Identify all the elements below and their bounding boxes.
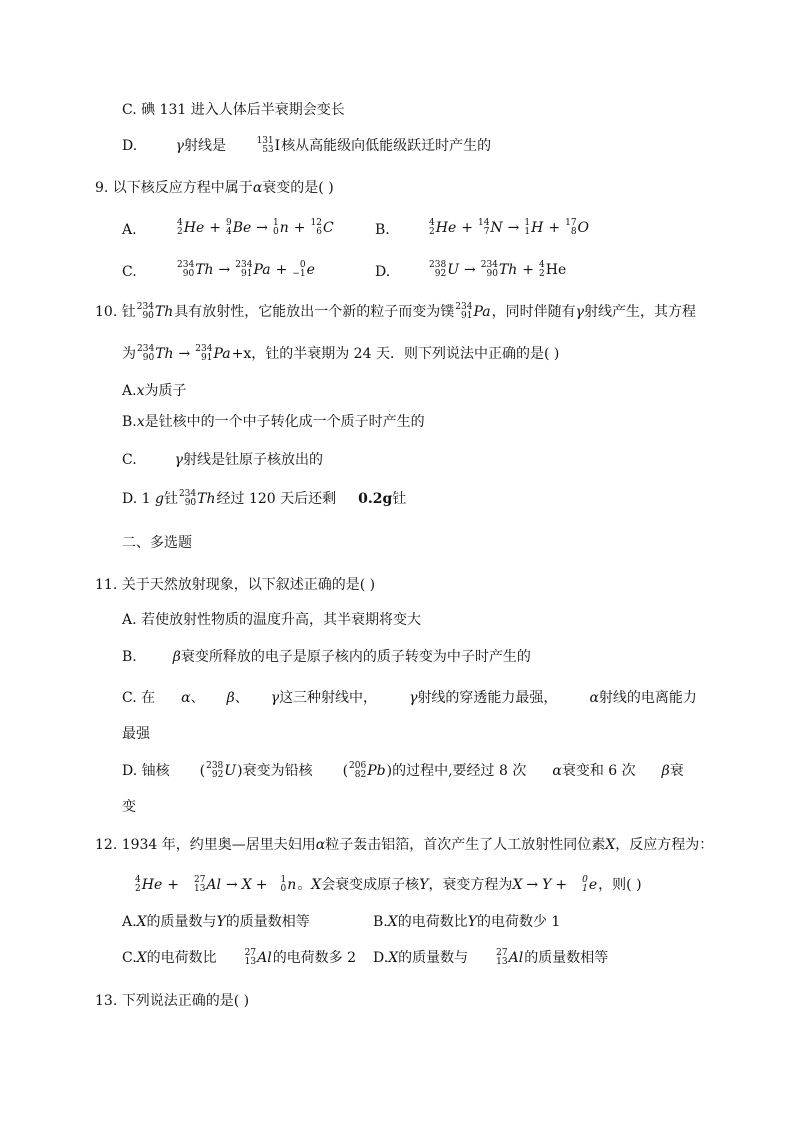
- nuclide-n: 14 7 N: [477, 218, 503, 237]
- q9-equation-c: [176, 261, 316, 279]
- nuclide-he: 4 2 He: [539, 260, 567, 279]
- nuclide-pa234: 234 91 Pa: [455, 302, 491, 321]
- nuclide-al27: 27 13 Al: [193, 875, 222, 894]
- q10-stem-line1: 10. 钍 234 90 Th 具有放射性，它能放出一个新的粒子而变为镤 234 91 Pa ，同时伴随有γ射线产生，其方程: [95, 302, 696, 321]
- nuclide-n: 1 0 n: [273, 218, 289, 237]
- q12-option-a: A.X的质量数与Y的质量数相等: [122, 914, 310, 930]
- q9-equation-b: [428, 219, 590, 237]
- alpha-symbol: α: [252, 180, 263, 196]
- q12-stem-line1: 12. 1934 年，约里奥—居里夫妇用α粒子轰击铝箔，首次产生了人工放射性同位素X，反应方程为：: [95, 837, 714, 853]
- q10-stem-line2: 为 234 90 Th → 234 91 Pa +x，钍的半衰期为 24 天．则下列说法中正确的是( ): [122, 344, 560, 363]
- q9-option-a: A.: [122, 222, 137, 238]
- q10-option-a: A.x为质子: [122, 383, 187, 399]
- nuclide-th234: 234 90 Th: [137, 344, 174, 363]
- q9-option-d: D.: [375, 264, 391, 280]
- nuclide-al27: 27 13 Al: [244, 948, 272, 967]
- q11-option-b: B. β衰变所释放的电子是原子核内的质子转变为中子时产生的: [122, 649, 531, 665]
- q11-option-d-line1: D. 铀核 ( 238 92 U )衰变为铅核 ( 206 82 Pb )的过程中,要经过 8 次 α衰变和 6 次 β衰: [122, 761, 684, 780]
- nuclide-u: 238 92 U: [429, 260, 459, 279]
- q12-stem-line2: 4 2 He + 27 13 Al → X + 1 0 n 。X会衰变成原子核Y，衰变方程为X → Y + 0 1 e ，则( ): [135, 875, 642, 894]
- plus-operator: +: [461, 220, 473, 236]
- gamma-symbol: γ: [175, 138, 185, 154]
- q12-option-c: C.X的电荷数比 27 13 Al 的电荷数多 2: [122, 948, 357, 967]
- section-heading: 二、多选题: [122, 535, 192, 551]
- nuclide-he4: 4 2 He: [135, 875, 163, 894]
- text: 射线是: [184, 138, 227, 154]
- nuclide-h: 1 1 H: [524, 218, 544, 237]
- q12-option-d: D.X的质量数与 27 13 Al 的质量数相等: [373, 948, 609, 967]
- q10-option-c: C. γ射线是钍原子核放出的: [122, 452, 324, 468]
- nuclide-be: 9 4 Be: [225, 218, 252, 237]
- plus-operator: +: [293, 220, 306, 236]
- q9-stem: 9. 以下核反应方程中属于α衰变的是( ): [95, 180, 334, 196]
- q9-option-c: C.: [122, 264, 137, 280]
- q8-option-d: [122, 137, 491, 155]
- nuclide-e: 0 1 e: [582, 875, 598, 894]
- q9-option-b: B.: [375, 222, 390, 238]
- plus-operator: +: [209, 220, 221, 236]
- nuclide-c: 12 6 C: [310, 218, 334, 237]
- q8-option-c: C. 碘 131 进入人体后半衰期会变长: [122, 102, 345, 118]
- nuclide-th: 234 90 Th: [480, 260, 518, 279]
- text: 核从高能级向低能级跃迁时产生的: [281, 138, 492, 154]
- q10-option-d: D. 1 g钍 234 90 Th 经过 120 天后还剩 0.2g钍: [122, 489, 407, 508]
- q11-stem: 11. 关于天然放射现象，以下叙述正确的是( ): [95, 577, 376, 593]
- q11-option-c-line2: 最强: [122, 726, 150, 742]
- nuclide-o: 17 8 O: [565, 218, 590, 237]
- beta-symbol: β: [172, 649, 181, 665]
- nuclide-pb206: 206 82 Pb: [349, 761, 386, 780]
- nuclide-th234: 234 90 Th: [136, 302, 174, 321]
- q11-option-d-line2: 变: [122, 799, 136, 815]
- gamma-symbol: γ: [575, 304, 584, 320]
- nuclide-i131: 131 53 I: [256, 136, 281, 155]
- nuclide-he: 4 2 He: [177, 218, 205, 237]
- arrow-operator: →: [256, 220, 269, 236]
- nuclide-th234: 234 90 Th: [178, 489, 216, 508]
- arrow-operator: →: [464, 262, 476, 278]
- q11-option-a: A. 若使放射性物质的温度升高，其半衰期将变大: [122, 612, 422, 628]
- nuclide-pa: 234 91 Pa: [235, 260, 271, 279]
- q11-option-c-line1: C. 在 α、 β、 γ这三种射线中， γ射线的穿透能力最强， α射线的电离能力: [122, 690, 697, 706]
- arrow-operator: →: [218, 262, 231, 278]
- q9-equation-a: [176, 219, 335, 237]
- nuclide-al27: 27 13 Al: [496, 948, 524, 967]
- gamma-symbol: γ: [174, 452, 184, 468]
- arrow-operator: →: [507, 220, 520, 236]
- nuclide-u238: 238 92 U: [206, 761, 237, 780]
- plus-operator: +: [522, 262, 535, 278]
- nuclide-he: 4 2 He: [429, 218, 457, 237]
- q9-equation-d: [428, 261, 567, 279]
- q12-option-b: B.X的电荷数比Y的电荷数少 1: [373, 914, 561, 930]
- nuclide-pa234: 234 91 Pa: [195, 344, 231, 363]
- plus-operator: +: [548, 220, 561, 236]
- plus-operator: +: [275, 262, 288, 278]
- option-label: D.: [122, 138, 138, 154]
- q13-stem: 13. 下列说法正确的是( ): [95, 993, 250, 1009]
- nuclide-n1: 1 0 n: [280, 875, 297, 894]
- q10-option-b: B.x是钍核中的一个中子转化成一个质子时产生的: [122, 414, 425, 430]
- nuclide-th: 234 90 Th: [177, 260, 214, 279]
- nuclide-e: 0 −1 e: [292, 260, 315, 279]
